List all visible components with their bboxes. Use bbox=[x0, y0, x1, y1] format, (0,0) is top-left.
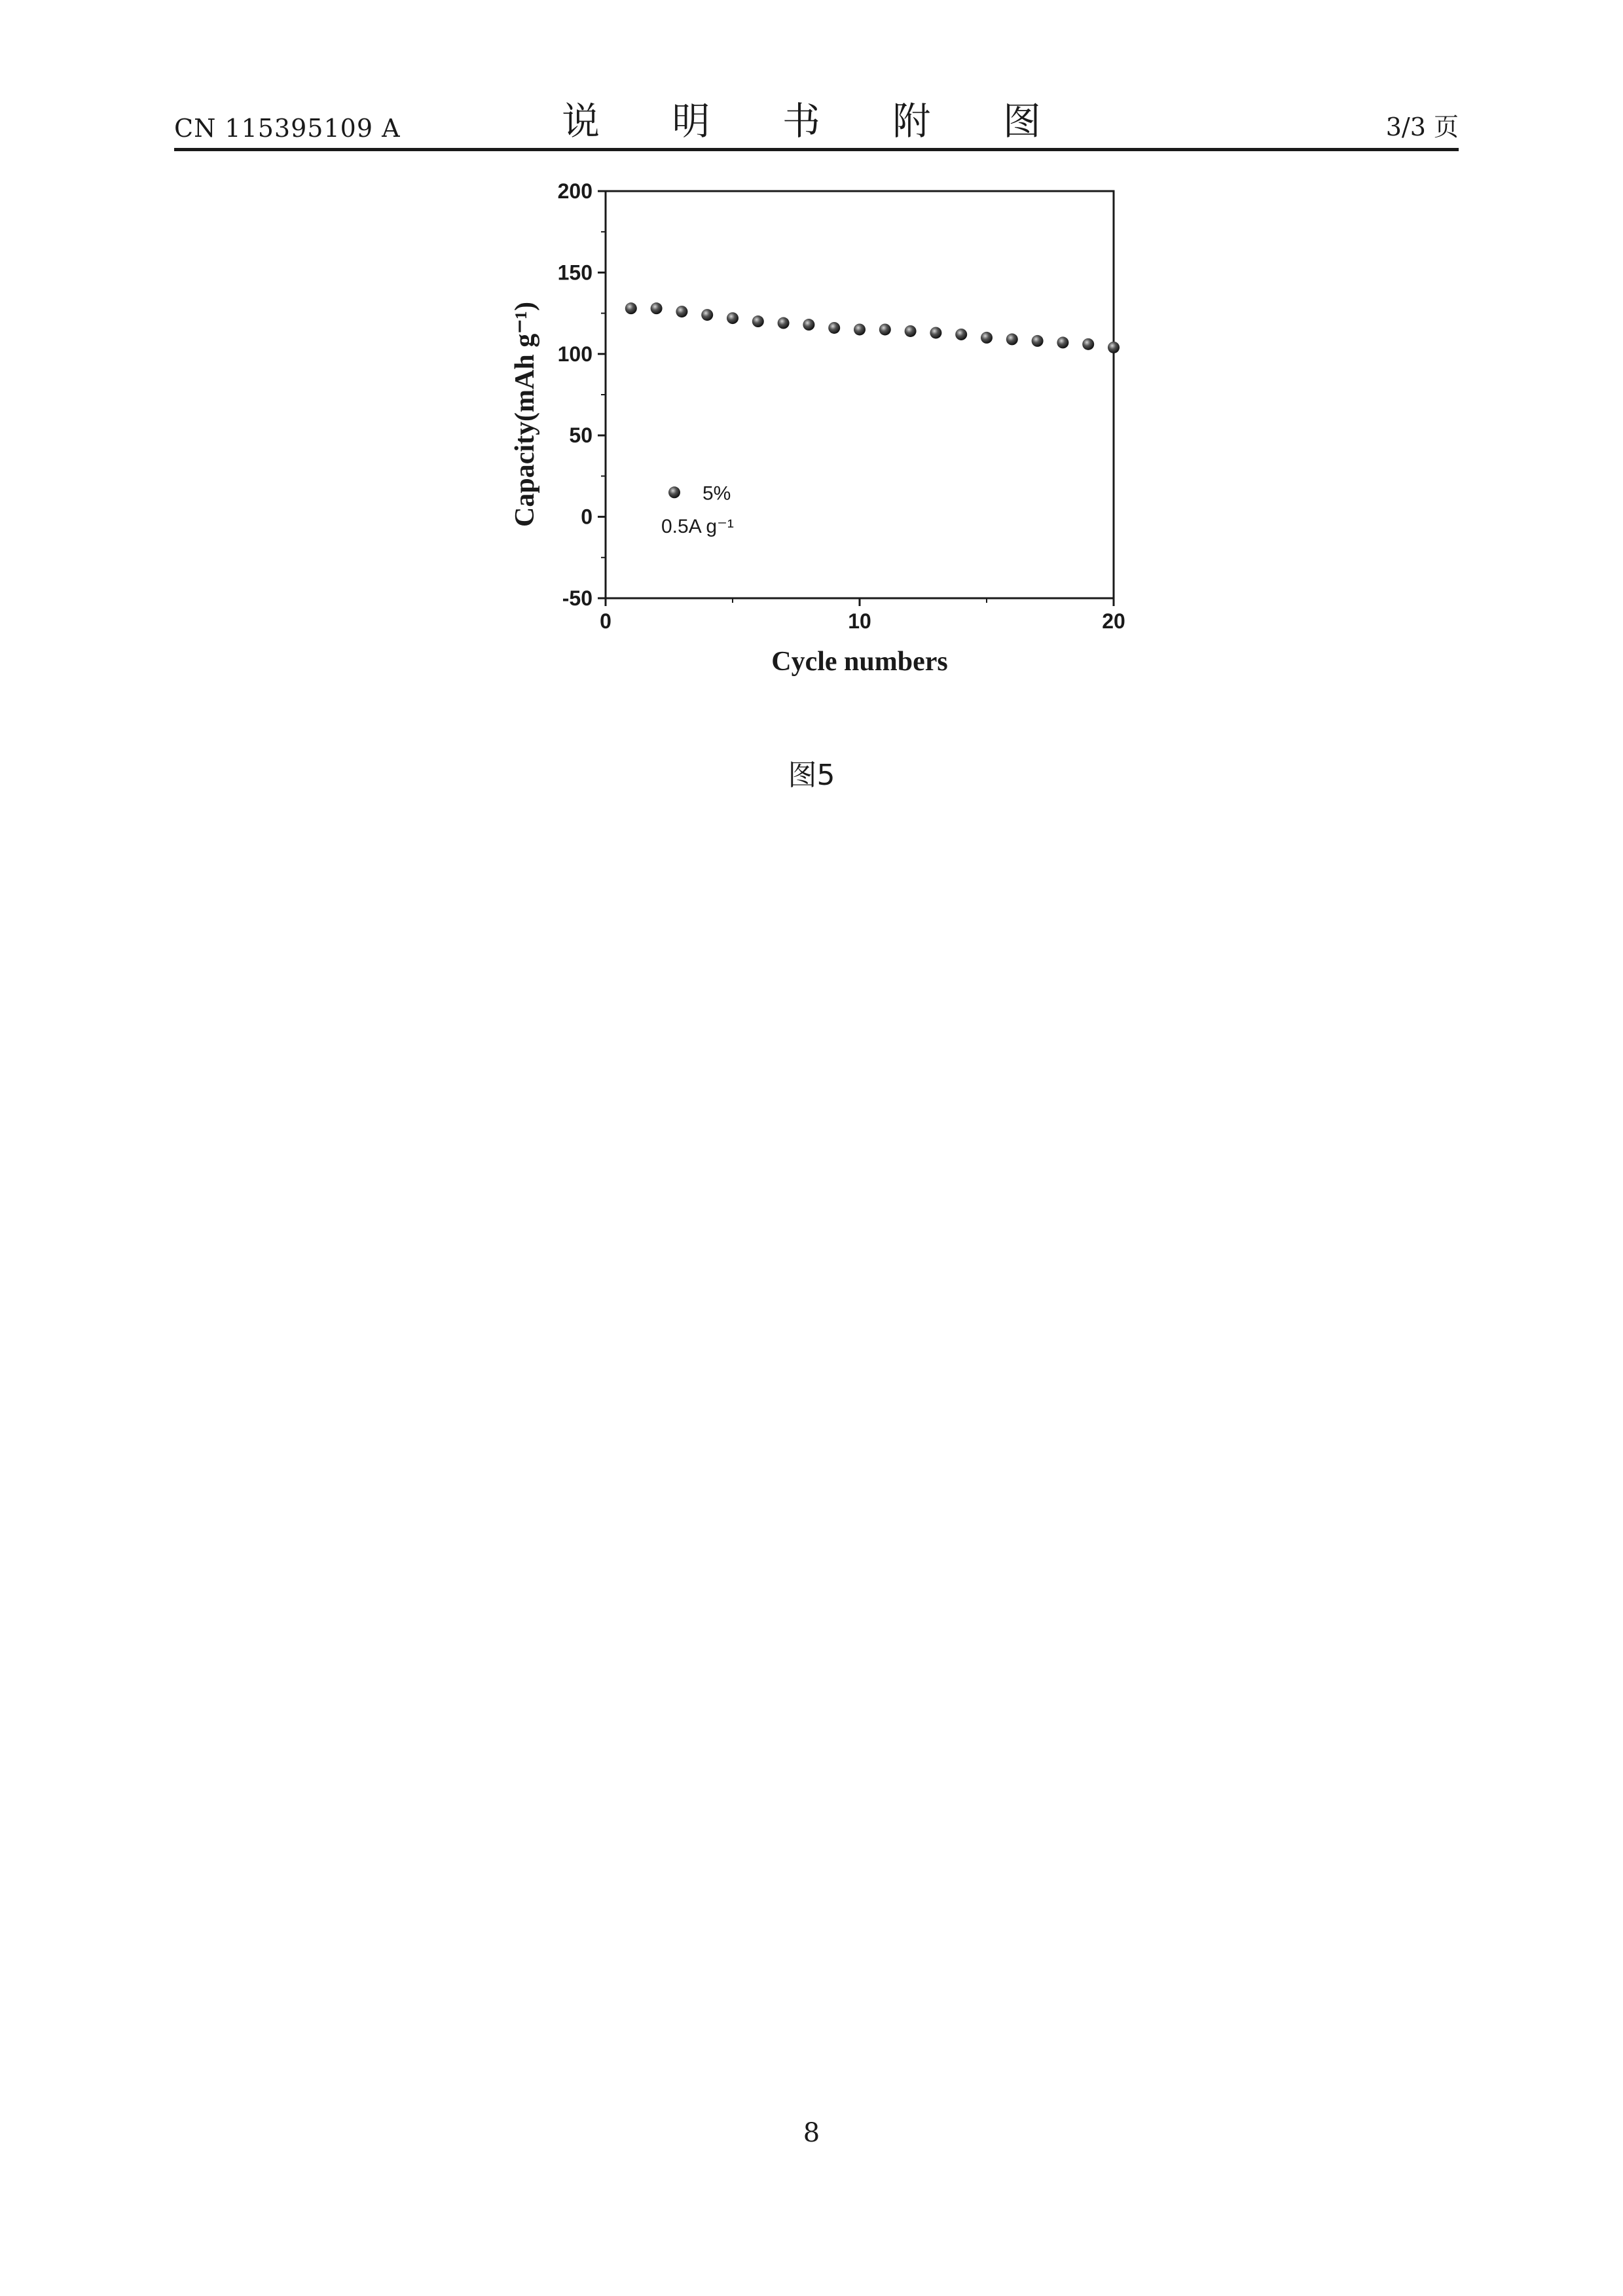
data-point bbox=[625, 302, 637, 314]
header-rule bbox=[174, 148, 1459, 151]
header-title: 说 明 书 附 图 bbox=[562, 99, 1071, 143]
figure-caption: 图5 bbox=[788, 759, 835, 792]
x-tick-label: 0 bbox=[600, 609, 611, 633]
data-point bbox=[930, 327, 941, 338]
legend-marker bbox=[668, 486, 680, 498]
current-density-annotation: 0.5A g⁻¹ bbox=[661, 516, 734, 538]
data-point bbox=[981, 332, 993, 344]
data-point bbox=[803, 319, 814, 331]
data-point bbox=[701, 309, 713, 321]
y-tick-label: -50 bbox=[562, 586, 593, 610]
capacity-chart bbox=[498, 164, 1152, 700]
y-axis-label: Capacity(mAh g⁻¹) bbox=[510, 302, 540, 527]
data-point bbox=[905, 325, 917, 337]
document-number: CN 115395109 A bbox=[174, 114, 401, 143]
data-point bbox=[1057, 336, 1068, 348]
data-point bbox=[955, 329, 967, 340]
data-point bbox=[778, 317, 790, 329]
data-point bbox=[828, 322, 840, 334]
data-point bbox=[1082, 338, 1094, 350]
data-point bbox=[879, 323, 891, 335]
data-point bbox=[752, 315, 764, 327]
legend-series-label: 5% bbox=[702, 482, 731, 505]
y-tick-label: 0 bbox=[581, 505, 593, 529]
data-point bbox=[1006, 333, 1018, 345]
data-point bbox=[1108, 342, 1120, 353]
data-point bbox=[676, 306, 687, 317]
x-tick-label: 20 bbox=[1102, 609, 1125, 633]
data-point bbox=[651, 302, 663, 314]
data-point bbox=[1032, 335, 1044, 347]
y-tick-label: 100 bbox=[557, 342, 593, 366]
y-tick-label: 150 bbox=[557, 260, 593, 285]
data-point bbox=[727, 312, 739, 324]
x-axis-label: Cycle numbers bbox=[771, 647, 948, 677]
page-number: 8 bbox=[803, 2118, 820, 2148]
page-count: 3/3 页 bbox=[1385, 113, 1459, 141]
legend bbox=[661, 482, 734, 537]
page-header bbox=[174, 92, 1459, 151]
data-point bbox=[854, 323, 866, 335]
y-tick-label: 50 bbox=[569, 423, 593, 448]
figure-5 bbox=[498, 164, 1152, 700]
x-tick-label: 10 bbox=[848, 609, 871, 633]
y-tick-label: 200 bbox=[557, 179, 593, 203]
